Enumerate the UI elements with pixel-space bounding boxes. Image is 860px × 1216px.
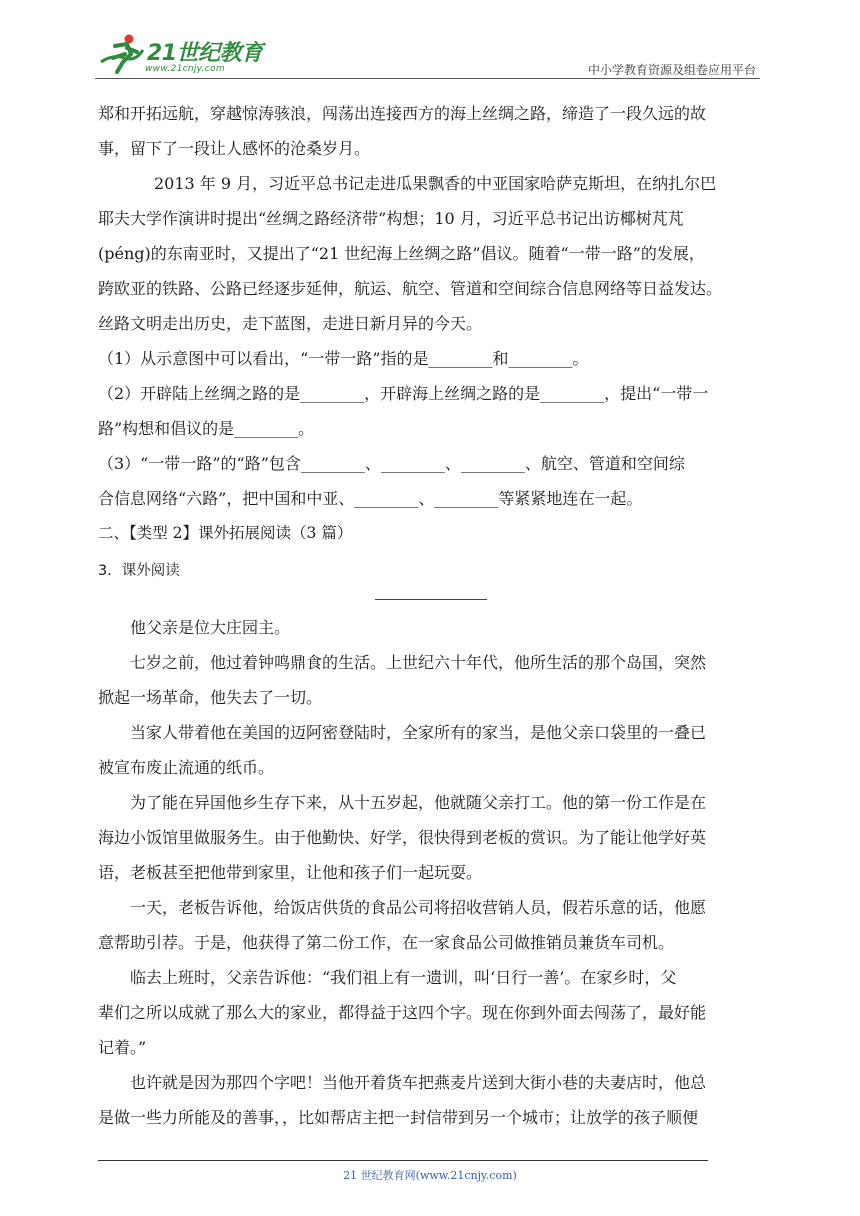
- body-line: (péng)的东南亚时，又提出了“21 世纪海上丝绸之路”倡议。随着“一带一路”的发展，: [98, 244, 705, 263]
- passage-line: 临去上班时，父亲告诉他：“我们祖上有一遗训，叫‘日行一善’。在家乡时，父: [130, 968, 677, 987]
- body-line: 跨欧亚的铁路、公路已经逐步延伸，航运、航空、管道和空间综合信息网络等日益发达。: [98, 279, 723, 298]
- passage-line: 当家人带着他在美国的迈阿密登陆时，全家所有的家当，是他父亲口袋里的一叠已: [130, 723, 707, 742]
- footer-divider: [98, 1160, 708, 1161]
- section-title: 二、【类型 2】课外拓展阅读（3 篇）: [98, 524, 353, 542]
- page-header: [95, 30, 760, 80]
- body-line: 2013 年 9 月，习近平总书记走进瓜果飘香的中亚国家哈萨克斯坦，在纳扎尔巴: [154, 174, 717, 193]
- passage-line: 一天，老板告诉他，给饭店供货的食品公司将招收营销人员，假若乐意的话，他愿: [130, 898, 707, 917]
- body-line: 耶夫大学作演讲时提出“丝绸之路经济带”构想；10 月，习近平总书记出访椰树芃芃: [98, 209, 684, 228]
- passage-line: 意帮助引荐。于是，他获得了第二份工作，在一家食品公司做推销员兼货车司机。: [98, 933, 675, 952]
- passage-line: 是做一些力所能及的善事，，比如帮店主把一封信带到另一个城市；让放学的孩子顺便: [98, 1108, 699, 1127]
- document-body: [98, 96, 764, 1135]
- passage-line: 为了能在异国他乡生存下来，从十五岁起，他就随父亲打工。他的第一份工作是在: [130, 793, 707, 812]
- question-1: （1）从示意图中可以看出，“一带一路”指的是________和________。: [98, 349, 589, 368]
- body-line: 事，留下了一段让人感怀的沧桑岁月。: [98, 139, 371, 158]
- body-line: 丝路文明走出历史，走下蓝图，走进日新月异的今天。: [98, 314, 483, 333]
- question-3-cont: 合信息网络“六路”，把中国和中亚、________、________等紧紧地连在一起。: [98, 489, 643, 508]
- logo-url: www.21cnjy.com: [145, 64, 225, 74]
- platform-label: 中小学教育资源及组卷应用平台: [587, 63, 756, 77]
- passage-line: 辈们之所以成就了那么大的家业，都得益于这四个字。现在你到外面去闯荡了，最好能: [98, 1003, 707, 1022]
- logo-text: 21世纪教育: [147, 41, 263, 66]
- title-blank-line: [375, 599, 487, 600]
- question-2-cont: 路”构想和倡议的是________。: [98, 419, 315, 438]
- passage-line: 他父亲是位大庄园主。: [130, 618, 291, 637]
- question-3: （3）“一带一路”的“路”包含________、________、________、航空、管道和空间综: [98, 454, 685, 473]
- passage-line: 记着。”: [98, 1038, 147, 1057]
- passage-line: 海边小饭馆里做服务生。由于他勤快、好学，很快得到老板的赏识。为了能让他学好英: [98, 828, 707, 847]
- footer-text[interactable]: 21 世纪教育网(www.21cnjy.com): [343, 1169, 517, 1182]
- passage-line: 掀起一场革命，他失去了一切。: [98, 688, 323, 707]
- body-line: 郑和开拓远航，穿越惊涛骇浪，闯荡出连接西方的海上丝绸之路，缔造了一段久远的故: [98, 104, 707, 123]
- passage-line: 也许就是因为那四个字吧！当他开着货车把燕麦片送到大街小巷的夫妻店时，他总: [130, 1073, 707, 1092]
- passage-line: 语，老板甚至把他带到家里，让他和孩子们一起玩耍。: [98, 863, 483, 882]
- site-logo[interactable]: [95, 30, 265, 78]
- reading-passage: [98, 610, 764, 1135]
- item-label: 3．课外阅读: [98, 563, 180, 579]
- header-divider: [95, 78, 760, 79]
- running-figure-icon: [95, 32, 145, 76]
- question-2: （2）开辟陆上丝绸之路的是________，开辟海上丝绸之路的是________，提出“一带一: [98, 384, 709, 403]
- passage-line: 七岁之前，他过着钟鸣鼎食的生活。上世纪六十年代，他所生活的那个岛国，突然: [130, 653, 707, 672]
- passage-line: 被宣布废止流通的纸币。: [98, 758, 275, 777]
